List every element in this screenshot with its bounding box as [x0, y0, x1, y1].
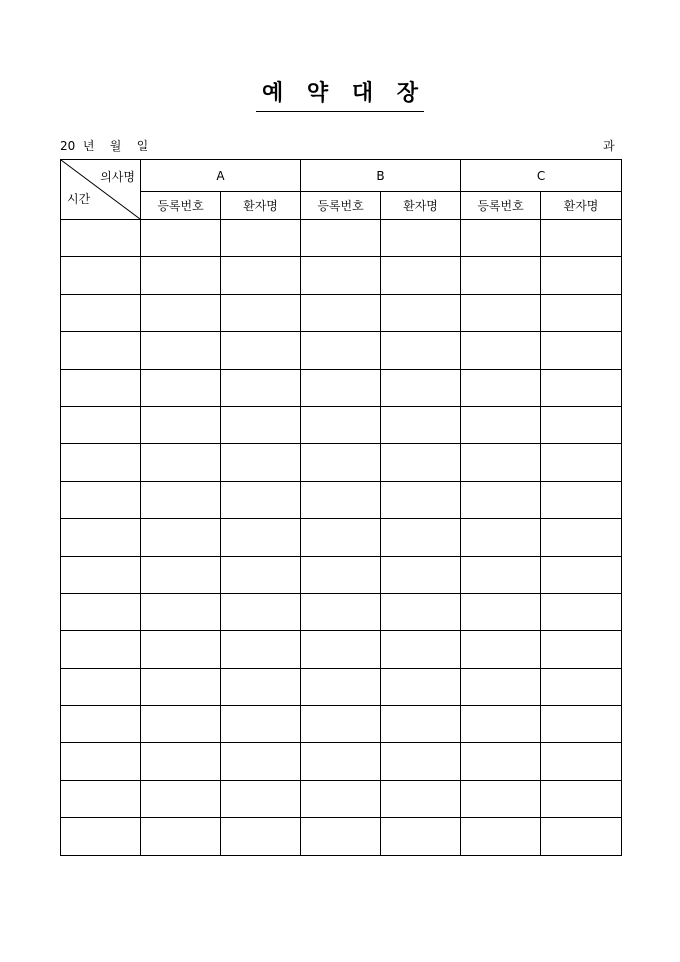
c-patient-cell	[541, 593, 622, 630]
c-patient-cell	[541, 519, 622, 556]
a-registration-cell	[141, 593, 221, 630]
b-patient-cell	[381, 369, 461, 406]
a-patient-cell	[221, 406, 301, 443]
title-text: 예 약 대 장	[256, 76, 424, 112]
b-patient-cell	[381, 743, 461, 780]
c-registration-cell	[461, 332, 541, 369]
c-patient-cell	[541, 706, 622, 743]
b-registration-cell	[301, 818, 381, 855]
b-registration-cell	[301, 220, 381, 257]
department-label: 과	[603, 139, 615, 153]
c-patient-cell	[541, 780, 622, 817]
a-registration-cell	[141, 220, 221, 257]
table-row	[61, 481, 622, 518]
b-patient-cell	[381, 257, 461, 294]
a-patient-cell	[221, 519, 301, 556]
table-row	[61, 294, 622, 331]
a-registration-cell	[141, 481, 221, 518]
a-patient-cell	[221, 481, 301, 518]
b-registration-cell	[301, 519, 381, 556]
b-registration-cell	[301, 631, 381, 668]
time-cell	[61, 668, 141, 705]
patient-name-header: 환자명	[221, 192, 301, 220]
a-patient-cell	[221, 556, 301, 593]
table-row	[61, 369, 622, 406]
registration-number-header: 등록번호	[141, 192, 221, 220]
c-patient-cell	[541, 369, 622, 406]
c-registration-cell	[461, 481, 541, 518]
c-patient-cell	[541, 818, 622, 855]
time-header: 시간	[67, 192, 91, 206]
b-registration-cell	[301, 294, 381, 331]
b-registration-cell	[301, 406, 381, 443]
b-registration-cell	[301, 444, 381, 481]
time-cell	[61, 406, 141, 443]
a-registration-cell	[141, 706, 221, 743]
c-patient-cell	[541, 668, 622, 705]
table-row	[61, 519, 622, 556]
doctor-name-header: 의사명	[100, 170, 135, 184]
a-registration-cell	[141, 556, 221, 593]
time-cell	[61, 743, 141, 780]
registration-number-header: 등록번호	[461, 192, 541, 220]
b-registration-cell	[301, 593, 381, 630]
table-row	[61, 332, 622, 369]
b-registration-cell	[301, 668, 381, 705]
b-patient-cell	[381, 444, 461, 481]
a-registration-cell	[141, 743, 221, 780]
a-registration-cell	[141, 444, 221, 481]
a-patient-cell	[221, 743, 301, 780]
c-registration-cell	[461, 444, 541, 481]
time-cell	[61, 818, 141, 855]
a-registration-cell	[141, 332, 221, 369]
table-row	[61, 406, 622, 443]
c-registration-cell	[461, 743, 541, 780]
a-patient-cell	[221, 257, 301, 294]
c-registration-cell	[461, 220, 541, 257]
a-patient-cell	[221, 220, 301, 257]
table-row	[61, 631, 622, 668]
time-cell	[61, 593, 141, 630]
b-registration-cell	[301, 743, 381, 780]
time-cell	[61, 257, 141, 294]
c-patient-cell	[541, 332, 622, 369]
a-registration-cell	[141, 257, 221, 294]
c-registration-cell	[461, 706, 541, 743]
a-patient-cell	[221, 593, 301, 630]
a-registration-cell	[141, 631, 221, 668]
b-patient-cell	[381, 220, 461, 257]
b-registration-cell	[301, 780, 381, 817]
a-patient-cell	[221, 668, 301, 705]
page-title	[0, 76, 680, 112]
b-registration-cell	[301, 481, 381, 518]
c-patient-cell	[541, 444, 622, 481]
time-cell	[61, 556, 141, 593]
b-registration-cell	[301, 706, 381, 743]
c-registration-cell	[461, 818, 541, 855]
c-patient-cell	[541, 294, 622, 331]
doctor-a-header: A	[141, 160, 301, 192]
corner-header-cell	[61, 160, 141, 220]
time-cell	[61, 444, 141, 481]
table-row	[61, 593, 622, 630]
time-cell	[61, 481, 141, 518]
a-patient-cell	[221, 369, 301, 406]
c-patient-cell	[541, 481, 622, 518]
a-registration-cell	[141, 780, 221, 817]
b-patient-cell	[381, 406, 461, 443]
time-cell	[61, 220, 141, 257]
c-registration-cell	[461, 294, 541, 331]
table-row	[61, 220, 622, 257]
c-patient-cell	[541, 743, 622, 780]
a-patient-cell	[221, 444, 301, 481]
a-registration-cell	[141, 668, 221, 705]
c-registration-cell	[461, 668, 541, 705]
c-registration-cell	[461, 257, 541, 294]
b-patient-cell	[381, 519, 461, 556]
a-patient-cell	[221, 706, 301, 743]
c-registration-cell	[461, 406, 541, 443]
b-patient-cell	[381, 780, 461, 817]
c-patient-cell	[541, 556, 622, 593]
c-patient-cell	[541, 406, 622, 443]
a-patient-cell	[221, 294, 301, 331]
table-row	[61, 706, 622, 743]
c-registration-cell	[461, 556, 541, 593]
table-row	[61, 743, 622, 780]
b-patient-cell	[381, 668, 461, 705]
a-patient-cell	[221, 818, 301, 855]
b-patient-cell	[381, 631, 461, 668]
time-cell	[61, 294, 141, 331]
a-registration-cell	[141, 519, 221, 556]
b-registration-cell	[301, 556, 381, 593]
b-patient-cell	[381, 332, 461, 369]
a-registration-cell	[141, 369, 221, 406]
b-patient-cell	[381, 294, 461, 331]
table-row	[61, 556, 622, 593]
a-patient-cell	[221, 780, 301, 817]
date-line: 20 년 월 일	[60, 139, 149, 153]
a-patient-cell	[221, 332, 301, 369]
patient-name-header: 환자명	[541, 192, 622, 220]
time-cell	[61, 332, 141, 369]
b-patient-cell	[381, 481, 461, 518]
reservation-table	[60, 159, 622, 856]
header-row-fields	[61, 192, 622, 220]
c-registration-cell	[461, 631, 541, 668]
b-patient-cell	[381, 593, 461, 630]
c-registration-cell	[461, 780, 541, 817]
a-patient-cell	[221, 631, 301, 668]
b-patient-cell	[381, 706, 461, 743]
b-registration-cell	[301, 332, 381, 369]
a-registration-cell	[141, 406, 221, 443]
table-body	[61, 220, 622, 856]
table-row	[61, 780, 622, 817]
time-cell	[61, 519, 141, 556]
doctor-c-header: C	[461, 160, 622, 192]
c-registration-cell	[461, 369, 541, 406]
table-row	[61, 818, 622, 855]
time-cell	[61, 706, 141, 743]
b-patient-cell	[381, 556, 461, 593]
a-registration-cell	[141, 818, 221, 855]
table-row	[61, 668, 622, 705]
table-row	[61, 444, 622, 481]
time-cell	[61, 780, 141, 817]
c-registration-cell	[461, 519, 541, 556]
b-registration-cell	[301, 257, 381, 294]
b-patient-cell	[381, 818, 461, 855]
b-registration-cell	[301, 369, 381, 406]
registration-number-header: 등록번호	[301, 192, 381, 220]
c-patient-cell	[541, 220, 622, 257]
doctor-b-header: B	[301, 160, 461, 192]
time-cell	[61, 631, 141, 668]
table-row	[61, 257, 622, 294]
c-patient-cell	[541, 257, 622, 294]
header-row-doctors	[61, 160, 622, 192]
patient-name-header: 환자명	[381, 192, 461, 220]
c-patient-cell	[541, 631, 622, 668]
a-registration-cell	[141, 294, 221, 331]
c-registration-cell	[461, 593, 541, 630]
time-cell	[61, 369, 141, 406]
